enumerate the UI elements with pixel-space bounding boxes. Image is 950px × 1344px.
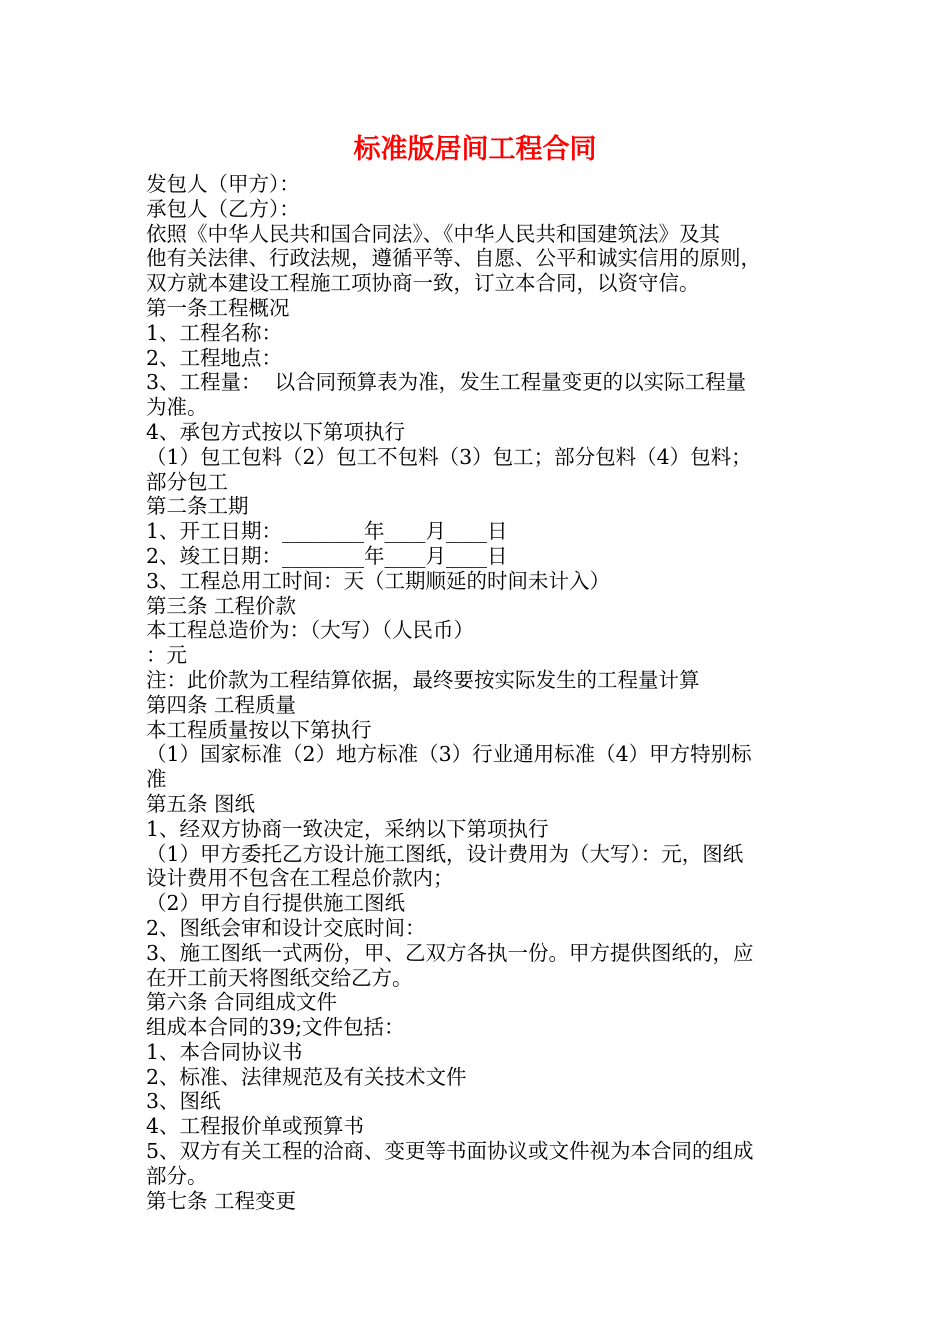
- text-line: （1）国家标准（2）地方标准（3）行业通用标准（4）甲方特别标: [146, 742, 752, 767]
- text-line: 4、承包方式按以下第项执行: [146, 419, 406, 444]
- text-line: 他有关法律、行政法规，遵循平等、自愿、公平和诚实信用的原则，: [146, 246, 761, 271]
- text-line: 2、工程地点：: [146, 345, 283, 370]
- text-line: 3、施工图纸一式两份，甲、乙双方各执一份。甲方提供图纸的，应: [146, 940, 754, 965]
- text-line: 第三条 工程价款: [146, 593, 297, 618]
- text-line: 依照《中华人民共和国合同法》、《中华人民共和国建筑法》及其: [146, 221, 720, 246]
- text-line: 3、工程量： 以合同预算表为准，发生工程量变更的以实际工程量: [146, 370, 747, 395]
- text-line: （1）甲方委托乙方设计施工图纸，设计费用为（大写）：元，图纸: [146, 841, 744, 866]
- text-line: 2、标准、法律规范及有关技术文件: [146, 1064, 467, 1089]
- text-line: 部分。: [146, 1163, 208, 1188]
- text-line: （2）甲方自行提供施工图纸: [146, 891, 406, 916]
- text-line: 5、双方有关工程的洽商、变更等书面协议或文件视为本合同的组成: [146, 1139, 754, 1164]
- text-line: 第五条 图纸: [146, 791, 256, 816]
- text-line: 承包人（乙方）：: [146, 196, 300, 221]
- text-line: 3、图纸: [146, 1089, 221, 1114]
- text-line: 3、工程总用工时间：天（工期顺延的时间未计入）: [146, 568, 611, 593]
- text-line: 组成本合同的39;文件包括：: [146, 1015, 405, 1040]
- text-line: 第二条工期: [146, 494, 249, 519]
- text-line: 部分包工: [146, 469, 228, 494]
- document-title: 标准版居间工程合同: [353, 134, 597, 165]
- text-line: 2、图纸会审和设计交底时间：: [146, 915, 426, 940]
- text-line: 第一条工程概况: [146, 295, 290, 320]
- text-line: （1）包工包料（2）包工不包料（3）包工；部分包料（4）包料；: [146, 444, 752, 469]
- text-line: 本工程质量按以下第执行: [146, 717, 372, 742]
- text-line: 1、工程名称：: [146, 320, 283, 345]
- text-line: 双方就本建设工程施工项协商一致，订立本合同，以资守信。: [146, 271, 700, 296]
- text-line: 1、经双方协商一致决定，采纳以下第项执行: [146, 816, 549, 841]
- text-line: 1、开工日期：________年____月____日: [146, 519, 508, 544]
- text-line: 4、工程报价单或预算书: [146, 1114, 365, 1139]
- text-line: 2、竣工日期：________年____月____日: [146, 543, 508, 568]
- text-line: 在开工前天将图纸交给乙方。: [146, 965, 413, 990]
- text-line: 第四条 工程质量: [146, 692, 297, 717]
- text-line: 第七条 工程变更: [146, 1188, 297, 1213]
- document-body: [146, 172, 816, 1213]
- text-line: 注：此价款为工程结算依据，最终要按实际发生的工程量计算: [146, 667, 700, 692]
- text-line: 发包人（甲方）：: [146, 172, 300, 196]
- text-line: 准: [146, 767, 167, 792]
- text-line: 第六条 合同组成文件: [146, 990, 338, 1015]
- text-line: ：元: [146, 643, 187, 668]
- text-line: 为准。: [146, 395, 208, 420]
- text-line: 设计费用不包含在工程总价款内；: [146, 866, 454, 891]
- text-line: 本工程总造价为：（大写）（人民币）: [146, 618, 474, 643]
- text-line: 1、本合同协议书: [146, 1039, 303, 1064]
